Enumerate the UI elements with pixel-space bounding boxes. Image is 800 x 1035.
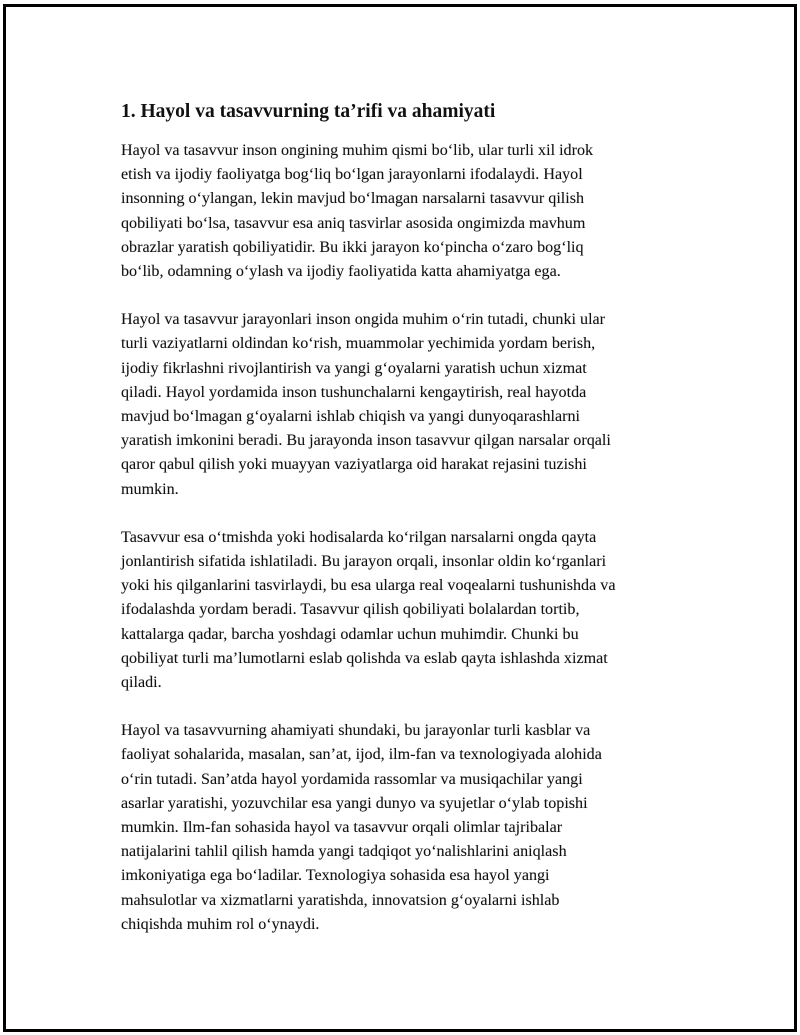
text-line: turli vaziyatlarni oldindan ko‘rish, muammolar yechimida yordam berish,: [121, 335, 596, 353]
text-line: faoliyat sohalarida, masalan, san’at, ijod, ilm-fan va texnologiyada alohida: [121, 746, 602, 764]
text-line: qobiliyat turli ma’lumotlarni eslab qolishda va eslab qayta ishlashda xizmat: [121, 649, 608, 667]
paragraph-3: [121, 526, 701, 695]
text-line: mahsulotlar va xizmatlarni yaratishda, innovatsion g‘oyalarni ishlab: [121, 891, 560, 909]
text-line: bo‘lib, odamning o‘ylash va ijodiy faoliyatida katta ahamiyatga ega.: [121, 263, 561, 281]
text-line: insonning o‘ylangan, lekin mavjud bo‘lmagan narsalarni tasavvur qilish: [121, 190, 585, 208]
text-line: etish va ijodiy faoliyatga bog‘liq bo‘lgan jarayonlarni ifodalaydi. Hayol: [121, 166, 583, 184]
text-line: qobiliyati bo‘lsa, tasavvur esa aniq tasvirlar asosida ongimizda mavhum: [121, 214, 586, 232]
paragraph-4: [121, 719, 701, 937]
section-heading: 1. Hayol va tasavvurning ta’rifi va ahamiyati: [121, 101, 496, 122]
text-line: imkoniyatiga ega bo‘ladilar. Texnologiya sohasida esa hayol yangi: [121, 867, 550, 885]
text-line: Tasavvur esa o‘tmishda yoki hodisalarda ko‘rilgan narsalarni ongda qayta: [121, 528, 597, 546]
text-line: obrazlar yaratish qobiliyatidir. Bu ikki jarayon ko‘pincha o‘zaro bog‘liq: [121, 238, 584, 256]
text-line: asarlar yaratishi, yozuvchilar esa yangi dunyo va syujetlar o‘ylab topishi: [121, 794, 588, 812]
text-line: yaratish imkonini beradi. Bu jarayonda inson tasavvur qilgan narsalar orqali: [121, 432, 611, 450]
text-line: yoki his qilganlarini tasvirlaydi, bu esa ularga real voqealarni tushunishda va: [121, 577, 616, 595]
text-line: jonlantirish sifatida ishlatiladi. Bu jarayon orqali, insonlar oldin ko‘rganlari: [121, 553, 607, 571]
text-line: Hayol va tasavvurning ahamiyati shundaki, bu jarayonlar turli kasblar va: [121, 722, 591, 740]
paragraph-2: [121, 308, 701, 502]
text-line: Hayol va tasavvur jarayonlari inson ongida muhim o‘rin tutadi, chunki ular: [121, 311, 606, 329]
text-line: natijalarini tahlil qilish hamda yangi tadqiqot yo‘nalishlarini aniqlash: [121, 843, 567, 861]
text-line: qaror qabul qilish yoki muayyan vaziyatlarga oid harakat rejasini tuzishi: [121, 456, 587, 474]
text-line: mavjud bo‘lmagan g‘oyalarni ishlab chiqish va yangi dunyoqarashlarni: [121, 408, 581, 426]
page-frame: [3, 4, 797, 1032]
text-line: ijodiy fikrlashni rivojlantirish va yangi g‘oyalarni yaratish uchun xizmat: [121, 359, 587, 377]
text-line: mumkin.: [121, 480, 179, 498]
paragraph-1: [121, 139, 701, 284]
text-line: mumkin. Ilm-fan sohasida hayol va tasavvur orqali olimlar tajribalar: [121, 819, 563, 837]
text-line: kattalarga qadar, barcha yoshdagi odamlar uchun muhimdir. Chunki bu: [121, 625, 579, 643]
text-line: qiladi. Hayol yordamida inson tushunchalarni kengaytirish, real hayotda: [121, 383, 587, 401]
text-line: qiladi.: [121, 674, 162, 692]
text-line: Hayol va tasavvur inson ongining muhim qismi bo‘lib, ular turli xil idrok: [121, 142, 594, 159]
text-line: chiqishda muhim rol o‘ynaydi.: [121, 915, 320, 933]
document-body: [121, 100, 701, 961]
text-line: o‘rin tutadi. San’atda hayol yordamida rassomlar va musiqachilar yangi: [121, 770, 583, 788]
text-line: ifodalashda yordam beradi. Tasavvur qilish qobiliyati bolalardan tortib,: [121, 601, 580, 619]
